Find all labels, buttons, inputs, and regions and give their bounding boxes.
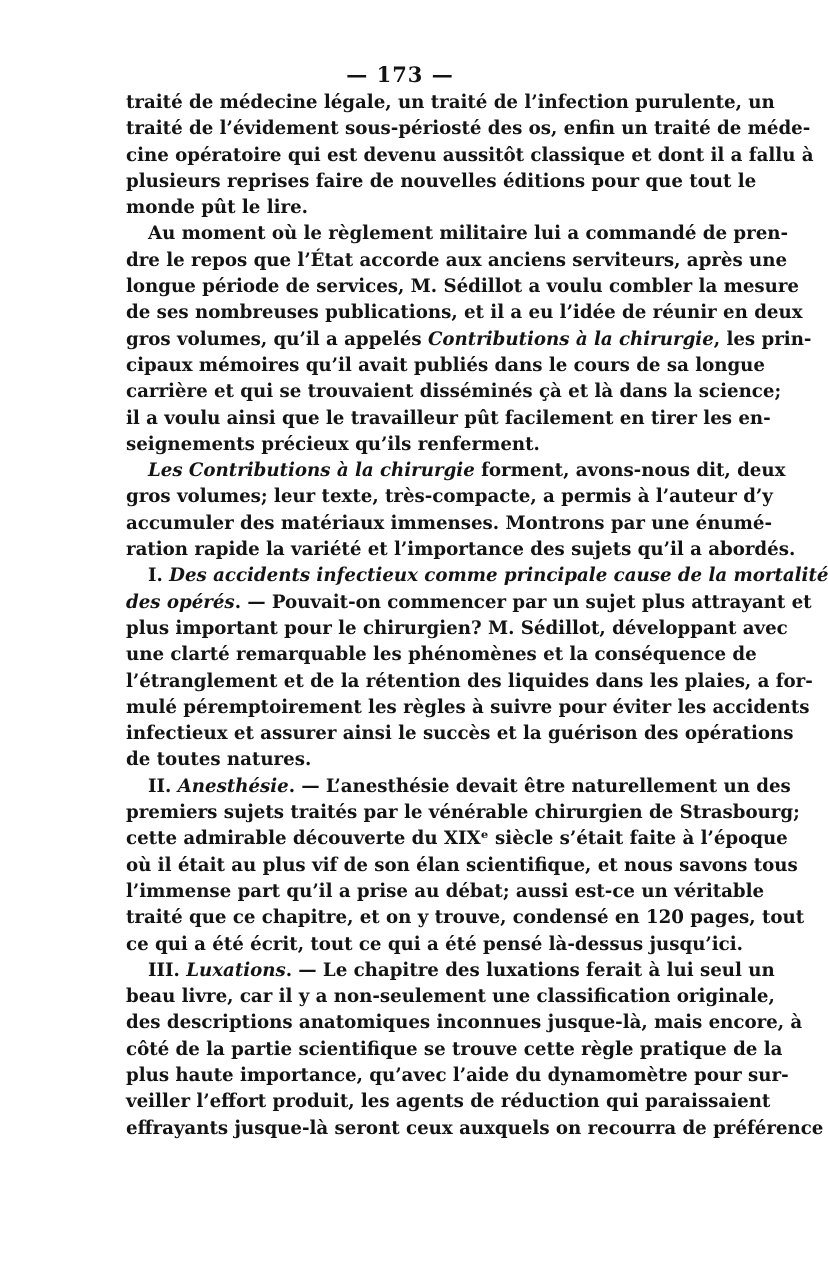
text-line: cette admirable découverte du XIXᵉ siècle s’était faite à l’époque bbox=[126, 828, 788, 850]
italic-text: des opérés bbox=[126, 591, 235, 613]
text-line: de toutes natures. bbox=[126, 749, 312, 771]
text-span: III. bbox=[148, 959, 187, 981]
text-line: carrière et qui se trouvaient disséminés çà et là dans la science; bbox=[126, 381, 782, 403]
text-line: veiller l’effort produit, les agents de réduction qui paraissaient bbox=[126, 1091, 771, 1113]
text-line: plus haute importance, qu’avec l’aide du dynamomètre pour sur- bbox=[126, 1064, 789, 1086]
text-line bbox=[126, 458, 786, 484]
text-line bbox=[126, 774, 791, 800]
text-line: seignements précieux qu’ils renferment. bbox=[126, 433, 540, 455]
text-span: . — Pouvait-on commencer par un sujet plus attrayant et bbox=[234, 591, 812, 613]
text-line bbox=[126, 958, 775, 984]
italic-text: Des accidents infectieux comme principale cause de la mortalité bbox=[169, 565, 828, 587]
body-text bbox=[126, 90, 828, 1142]
text-line: accumuler des matériaux immenses. Montrons par une énumé- bbox=[126, 512, 773, 534]
text-line bbox=[126, 327, 812, 353]
text-line: infectieux et assurer ainsi le succès et la guérison des opérations bbox=[126, 723, 794, 745]
text-line: Au moment où le règlement militaire lui a commandé de pren- bbox=[148, 223, 789, 245]
text-line: dre le repos que l’État accorde aux anciens serviteurs, après une bbox=[126, 249, 788, 271]
text-line: côté de la partie scientifique se trouve cette règle pratique de la bbox=[126, 1038, 783, 1060]
page-number: — 173 — bbox=[346, 62, 454, 87]
text-line: plusieurs reprises faire de nouvelles éditions pour que tout le bbox=[126, 170, 757, 192]
text-line bbox=[126, 563, 828, 589]
text-line: une clarté remarquable les phénomènes et la conséquence de bbox=[126, 644, 757, 666]
text-line: monde pût le lire. bbox=[126, 197, 309, 219]
italic-text: Les Contributions à la chirurgie bbox=[148, 460, 475, 482]
text-line: cipaux mémoires qu’il avait publiés dans le cours de sa longue bbox=[126, 354, 765, 376]
text-line: traité de médecine légale, un traité de l’infection purulente, un bbox=[126, 92, 775, 113]
text-span: II. bbox=[148, 775, 178, 797]
text-line: ce qui a été écrit, tout ce qui a été pensé là-dessus jusqu’ici. bbox=[126, 933, 743, 955]
text-line: effrayants jusque-là seront ceux auxquels on recourra de préférence bbox=[126, 1117, 824, 1139]
text-line: où il était au plus vif de son élan scientifique, et nous savons tous bbox=[126, 854, 798, 876]
italic-text: Luxations bbox=[186, 959, 286, 981]
text-line: il a voulu ainsi que le travailleur pût facilement en tirer les en- bbox=[126, 407, 771, 429]
text-line: longue période de services, M. Sédillot a voulu combler la mesure bbox=[126, 276, 800, 298]
text-line: des descriptions anatomiques inconnues jusque-là, mais encore, à bbox=[126, 1012, 803, 1034]
text-span: gros volumes, qu’il a appelés bbox=[126, 328, 428, 350]
text-line: premiers sujets traités par le vénérable chirurgien de Strasbourg; bbox=[126, 802, 800, 824]
italic-text: Contributions à la chirurgie bbox=[427, 328, 714, 350]
text-line: beau livre, car il y a non-seulement une classification originale, bbox=[126, 986, 775, 1008]
text-line: l’immense part qu’il a prise au débat; aussi est-ce un véritable bbox=[126, 880, 765, 902]
text-line bbox=[126, 590, 812, 616]
text-line: gros volumes; leur texte, très-compacte, a permis à l’auteur d’y bbox=[126, 486, 773, 508]
text-span: , les prin- bbox=[713, 328, 812, 350]
text-span: forment, avons-nous dit, deux bbox=[474, 460, 786, 482]
text-line: ration rapide la variété et l’importance des sujets qu’il a abordés. bbox=[126, 539, 796, 561]
text-line: traité que ce chapitre, et on y trouve, condensé en 120 pages, tout bbox=[126, 907, 805, 929]
text-line: l’étranglement et de la rétention des liquides dans les plaies, a for- bbox=[126, 670, 813, 692]
text-span: I. bbox=[148, 565, 170, 587]
text-line: mulé péremptoirement les règles à suivre pour éviter les accidents bbox=[126, 696, 810, 718]
text-span: . — L’anesthésie devait être naturellement un des bbox=[288, 775, 791, 797]
text-line: cine opératoire qui est devenu aussitôt classique et dont il a fallu à bbox=[126, 144, 814, 166]
text-line: traité de l’évidement sous-périosté des os, enfin un traité de méde- bbox=[126, 118, 811, 140]
text-line: de ses nombreuses publications, et il a eu l’idée de réunir en deux bbox=[126, 302, 803, 324]
text-span: . — Le chapitre des luxations ferait à lui seul un bbox=[285, 959, 775, 981]
italic-text: Anesthésie bbox=[177, 775, 289, 797]
text-line: plus important pour le chirurgien? M. Sédillot, développant avec bbox=[126, 617, 788, 639]
